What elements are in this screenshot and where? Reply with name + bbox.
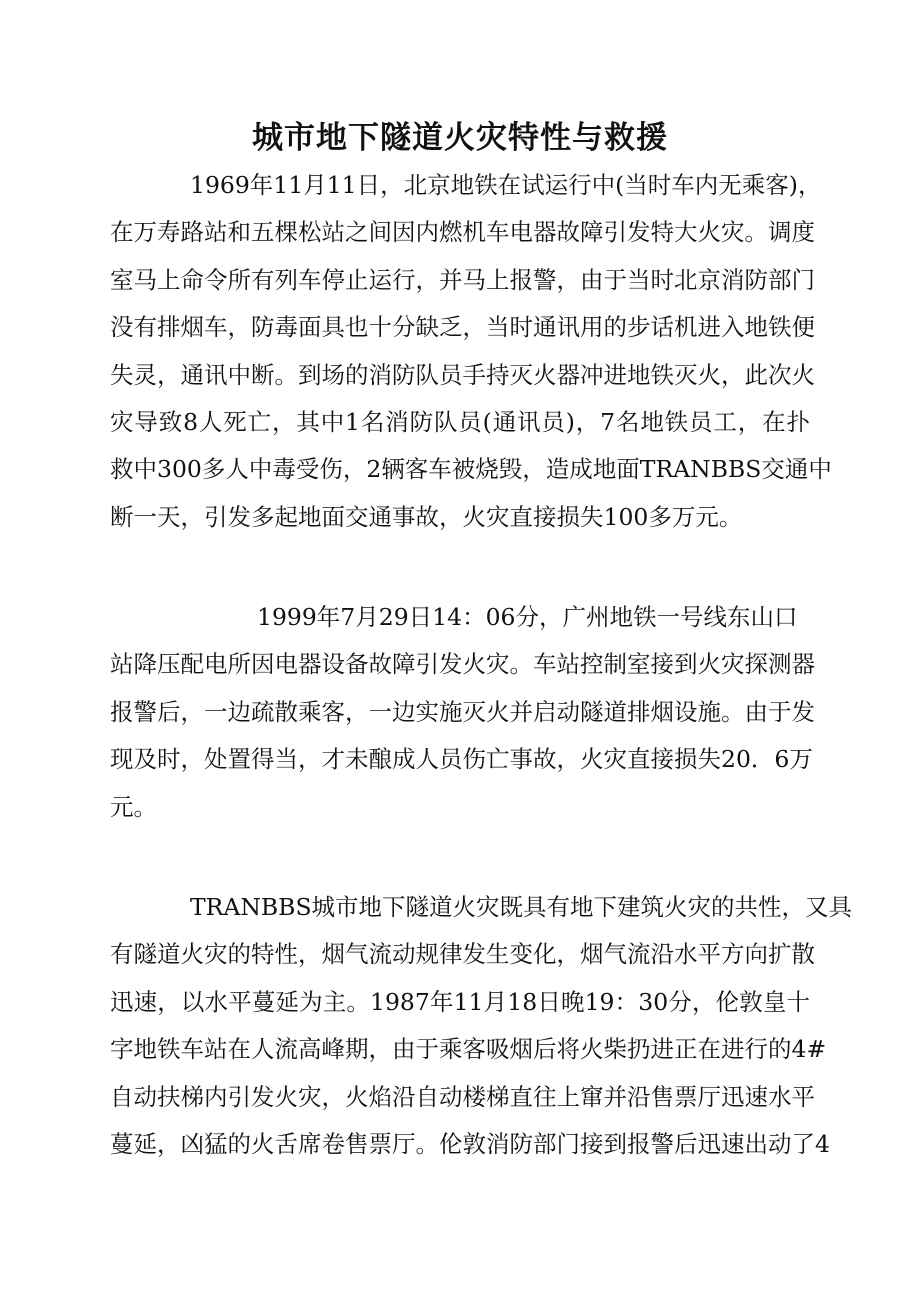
text-line: 室马上命令所有列车停止运行，并马上报警，由于当时北京消防部门 (110, 265, 815, 294)
paragraph-beijing-fire (110, 162, 832, 541)
text-line: 1999年7月29日14：06分，广州地铁一号线东山口 (257, 603, 798, 631)
text-line: 字地铁车站在人流高峰期，由于乘客吸烟后将火柴扔进正在进行的4# (110, 1035, 827, 1064)
text-line: 断一天，引发多起地面交通事故，火灾直接损失100多万元。 (110, 502, 743, 531)
text-line: 自动扶梯内引发火灾，火焰沿自动楼梯直往上窜并沿售票厅迅速水平 (110, 1082, 815, 1111)
text-line: TRANBBS城市地下隧道火灾既具有地下建筑火灾的共性，又具 (190, 893, 853, 921)
text-line: 灾导致8人死亡，其中1名消防队员(通讯员)，7名地铁员工，在扑 (110, 407, 810, 436)
paragraph-guangzhou-fire (110, 594, 815, 831)
paragraph-tunnel-fire-characteristics (110, 884, 853, 1168)
text-line: 救中300多人中毒受伤，2辆客车被烧毁，造成地面TRANBBS交通中 (110, 455, 832, 484)
text-line: 在万寿路站和五棵松站之间因内燃机车电器故障引发特大火灾。调度 (110, 218, 815, 247)
text-line: 元。 (110, 792, 157, 821)
text-line: 没有排烟车，防毒面具也十分缺乏，当时通讯用的步话机进入地铁便 (110, 313, 815, 342)
text-line: 失灵，通讯中断。到场的消防队员手持灭火器冲进地铁灭火，此次火 (110, 360, 815, 389)
text-line: 站降压配电所因电器设备故障引发火灾。车站控制室接到火灾探测器 (110, 650, 815, 679)
text-line: 报警后，一边疏散乘客，一边实施灭火并启动隧道排烟设施。由于发 (110, 697, 815, 726)
text-line: 有隧道火灾的特性，烟气流动规律发生变化，烟气流沿水平方向扩散 (110, 940, 815, 969)
text-line: 现及时，处置得当，才未酿成人员伤亡事故，火灾直接损失20．6万 (110, 745, 813, 774)
document-title: 城市地下隧道火灾特性与救援 (252, 120, 668, 156)
text-line: 蔓延，凶猛的火舌席卷售票厅。伦敦消防部门接到报警后迅速出动了4 (110, 1129, 830, 1158)
text-line: 迅速，以水平蔓延为主。1987年11月18日晚19：30分，伦敦皇十 (110, 987, 810, 1016)
text-line: 1969年11月11日，北京地铁在试运行中(当时车内无乘客)， (190, 171, 822, 199)
